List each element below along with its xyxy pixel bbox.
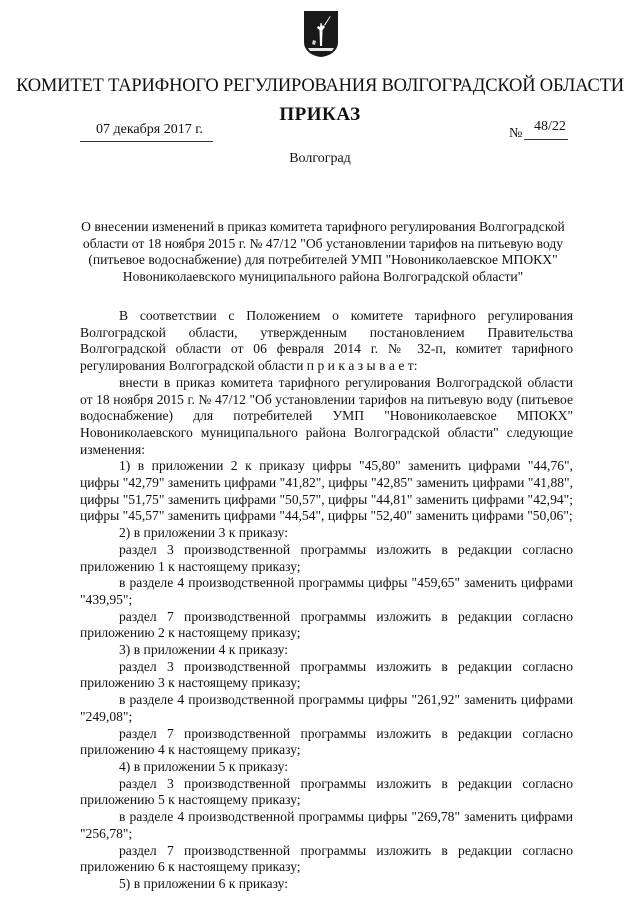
- body-paragraph: раздел 7 производственной программы изложить в редакции согласно приложению 6 к настоящему приказу;: [80, 842, 573, 875]
- body-paragraph: раздел 7 производственной программы изложить в редакции согласно приложению 4 к настоящему приказу;: [80, 725, 573, 758]
- document-body: [80, 308, 573, 893]
- body-paragraph: В соответствии с Положением о комитете тарифного регулирования Волгоградской области, утвержденным постановлением Правительства Волгоградской области от 06 февраля 2014 г. № 32-п, комитет тарифного регулирования Волгоградской области п р и к а з ы в а е т:: [80, 308, 573, 374]
- document-date: 07 декабря 2017 г.: [96, 122, 203, 137]
- document-subject: О внесении изменений в приказ комитета тарифного регулирования Волгоградской области от 18 ноября 2015 г. № 47/12 "Об установлении тарифов на питьевую воду (питьевое водоснабжение) для потребителей УМП "Новониколаевское МПОКХ" Новониколаевского муниципального района Волгоградской области": [81, 219, 565, 284]
- body-paragraph: раздел 3 производственной программы изложить в редакции согласно приложению 3 к настоящему приказу;: [80, 658, 573, 691]
- body-paragraph: раздел 3 производственной программы изложить в редакции согласно приложению 1 к настоящему приказу;: [80, 541, 573, 574]
- organization-name: КОМИТЕТ ТАРИФНОГО РЕГУЛИРОВАНИЯ ВОЛГОГРАДСКОЙ ОБЛАСТИ: [16, 76, 624, 96]
- body-paragraph: 5) в приложении 6 к приказу:: [119, 875, 289, 891]
- document-number: 48/22: [534, 119, 566, 134]
- body-paragraph: внести в приказ комитета тарифного регулирования Волгоградской области от 18 ноября 2015 г. № 47/12 "Об установлении тарифов на питьевую воду (питьевое водоснабжение) для потребителей УМП "Новониколаевское МПОКХ" Новониколаевского муниципального района Волгоградской области" следующие изменения:: [80, 374, 573, 457]
- number-underline: [524, 139, 568, 140]
- body-paragraph: в разделе 4 производственной программы цифры "459,65" заменить цифрами "439,95";: [80, 575, 573, 607]
- body-paragraph: в разделе 4 производственной программы цифры "261,92" заменить цифрами "249,08";: [80, 692, 573, 724]
- body-paragraph: 4) в приложении 5 к приказу:: [119, 758, 289, 774]
- coat-of-arms-icon: [303, 10, 339, 58]
- body-paragraph: 3) в приложении 4 к приказу:: [119, 642, 289, 658]
- city: Волгоград: [289, 151, 351, 166]
- document-type: ПРИКАЗ: [279, 104, 361, 125]
- body-paragraph: 2) в приложении 3 к приказу:: [119, 525, 289, 541]
- body-paragraph: раздел 3 производственной программы изложить в редакции согласно приложению 5 к настоящему приказу;: [80, 775, 573, 808]
- number-label: №: [509, 126, 523, 141]
- body-paragraph: раздел 7 производственной программы изложить в редакции согласно приложению 2 к настоящему приказу;: [80, 608, 573, 641]
- date-underline: [80, 141, 213, 142]
- body-paragraph: в разделе 4 производственной программы цифры "269,78" заменить цифрами "256,78";: [80, 809, 573, 841]
- body-paragraph: 1) в приложении 2 к приказу цифры "45,80" заменить цифрами "44,76", цифры "42,79" заменить цифрами "41,82", цифры "42,85" заменить цифрами "41,88", цифры "51,75" заменить цифрами "50,57", цифры "44,81" заменить цифрами "42,94"; цифры "45,57" заменить цифрами "44,54", цифры "52,40" заменить цифрами "50,06";: [80, 458, 573, 524]
